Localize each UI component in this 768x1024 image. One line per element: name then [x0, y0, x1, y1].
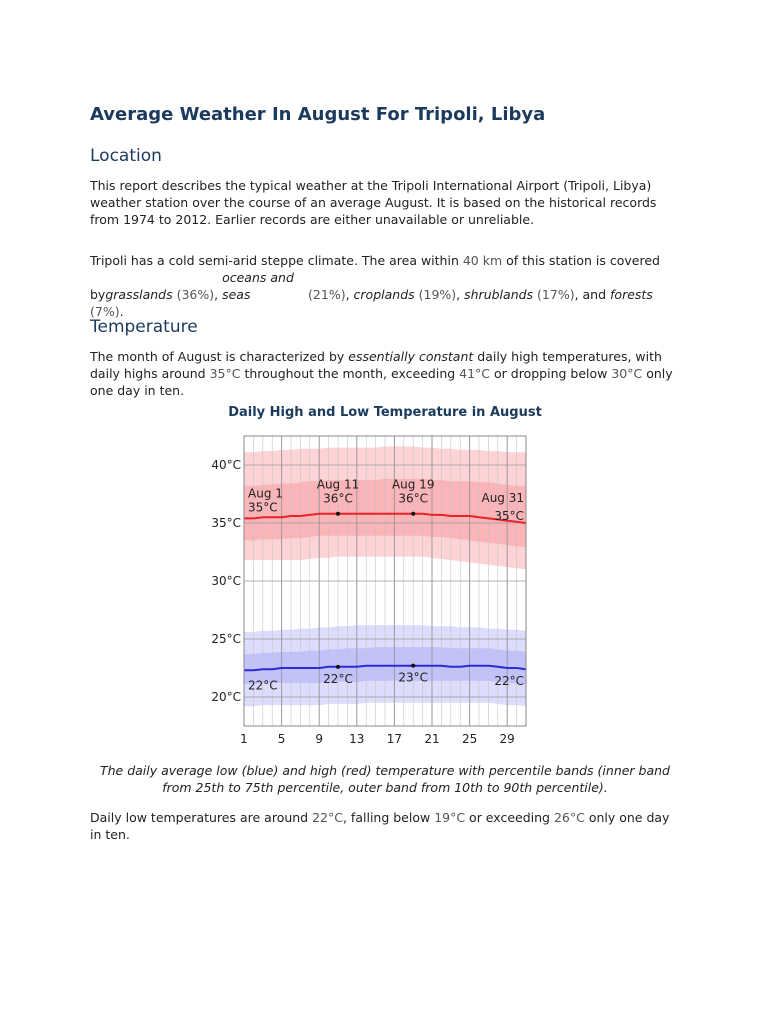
x-tick-label: 25 — [461, 732, 478, 746]
annotation-date-label: Aug 31 — [481, 491, 524, 505]
forests-label: forests — [610, 287, 653, 302]
chart-title: Daily High and Low Temperature in August — [228, 405, 542, 420]
y-tick-label: 40°C — [211, 458, 241, 472]
location-paragraph: This report describes the typical weather at the Tripoli International Airport (Tripoli, Libya) weather station over the course of an average August. It is based on the historical records from 1974 to 2012. Earlier records are either unavailable or unreliable. — [90, 178, 657, 227]
annotation-marker — [411, 664, 415, 668]
x-tick-label: 9 — [315, 732, 324, 746]
temperature-paragraph — [90, 348, 680, 399]
distance-value: 40 km — [462, 253, 503, 268]
x-tick-label: 17 — [386, 732, 403, 746]
temperature-text: or dropping below — [490, 366, 612, 381]
annotation-date-label: Aug 1 — [248, 486, 283, 501]
x-tick-label: 29 — [499, 732, 515, 746]
low-temperature-paragraph — [90, 809, 680, 843]
annotation-marker — [336, 512, 340, 516]
annotation-value-label: 23°C — [398, 670, 429, 685]
annotation-marker — [411, 512, 415, 516]
high-value: 35°C — [209, 366, 241, 381]
land-cover-text: Tripoli has a cold semi-arid steppe climate. The area within — [90, 253, 463, 268]
separator: , and — [574, 287, 611, 302]
temperature-text: The month of August is characterized by — [90, 349, 349, 364]
low-text: Daily low temperatures are around — [90, 810, 313, 825]
oceans-percent: (21%) — [304, 287, 346, 302]
separator: . — [119, 304, 124, 319]
location-heading: Location — [90, 146, 162, 166]
x-tick-label: 13 — [349, 732, 365, 746]
high-p90-value: 41°C — [459, 366, 491, 381]
low-p10-value: 19°C — [434, 810, 466, 825]
grasslands-label: grasslands — [105, 287, 173, 302]
annotation-value-label: 36°C — [323, 491, 353, 506]
low-value: 22°C — [312, 810, 343, 825]
shrublands-label: shrublands — [464, 287, 534, 302]
separator: , — [456, 287, 465, 302]
low-text: only one day in ten. — [90, 810, 670, 842]
temperature-heading: Temperature — [90, 317, 198, 337]
annotation-value-label: 35°C — [494, 509, 524, 523]
x-tick-label: 5 — [277, 732, 286, 746]
chart-caption: The daily average low (blue) and high (red) temperature with percentile bands (inner band from 25th to 75th percentile, outer band from 10th to 90th percentile). — [99, 763, 670, 795]
temperature-text: throughout the month, exceeding — [240, 366, 460, 381]
land-cover-text: of this station is covered by — [90, 253, 660, 302]
annotation-value-label: 35°C — [248, 500, 278, 515]
croplands-label: croplands — [353, 287, 415, 302]
y-tick-label: 35°C — [211, 516, 241, 530]
low-text: , falling below — [342, 810, 435, 825]
y-tick-label: 25°C — [211, 632, 241, 646]
annotation-marker — [336, 665, 340, 669]
low-p90-value: 26°C — [553, 810, 585, 825]
land-cover-paragraph — [90, 252, 680, 320]
high-p10-value: 30°C — [611, 366, 643, 381]
annotation-date-label: Aug 11 — [316, 477, 360, 492]
separator: , — [345, 287, 354, 302]
temperature-text: only one day in ten. — [90, 366, 673, 398]
annotation-value-label: 22°C — [248, 678, 278, 693]
annotation-value-label: 36°C — [398, 491, 429, 506]
page-title: Average Weather In August For Tripoli, Libya — [90, 104, 546, 125]
annotation-date-label: Aug 19 — [391, 477, 435, 492]
temperature-chart — [200, 430, 540, 750]
y-tick-label: 20°C — [211, 690, 241, 704]
x-tick-label: 1 — [240, 732, 248, 746]
forests-percent: (7%) — [90, 304, 120, 319]
shrublands-percent: (17%) — [533, 287, 575, 302]
emphasis-text: essentially constant — [348, 349, 474, 364]
low-text: or exceeding — [465, 810, 554, 825]
grasslands-percent: (36%) — [172, 287, 215, 302]
annotation-value-label: 22°C — [323, 671, 353, 686]
y-tick-label: 30°C — [211, 574, 241, 588]
separator: , — [214, 287, 223, 302]
oceans-label: oceans and seas — [222, 270, 294, 302]
x-tick-label: 21 — [424, 732, 440, 746]
annotation-value-label: 22°C — [494, 674, 524, 689]
temperature-text: daily high temperatures, with daily highs around — [90, 349, 662, 381]
croplands-percent: (19%) — [414, 287, 457, 302]
